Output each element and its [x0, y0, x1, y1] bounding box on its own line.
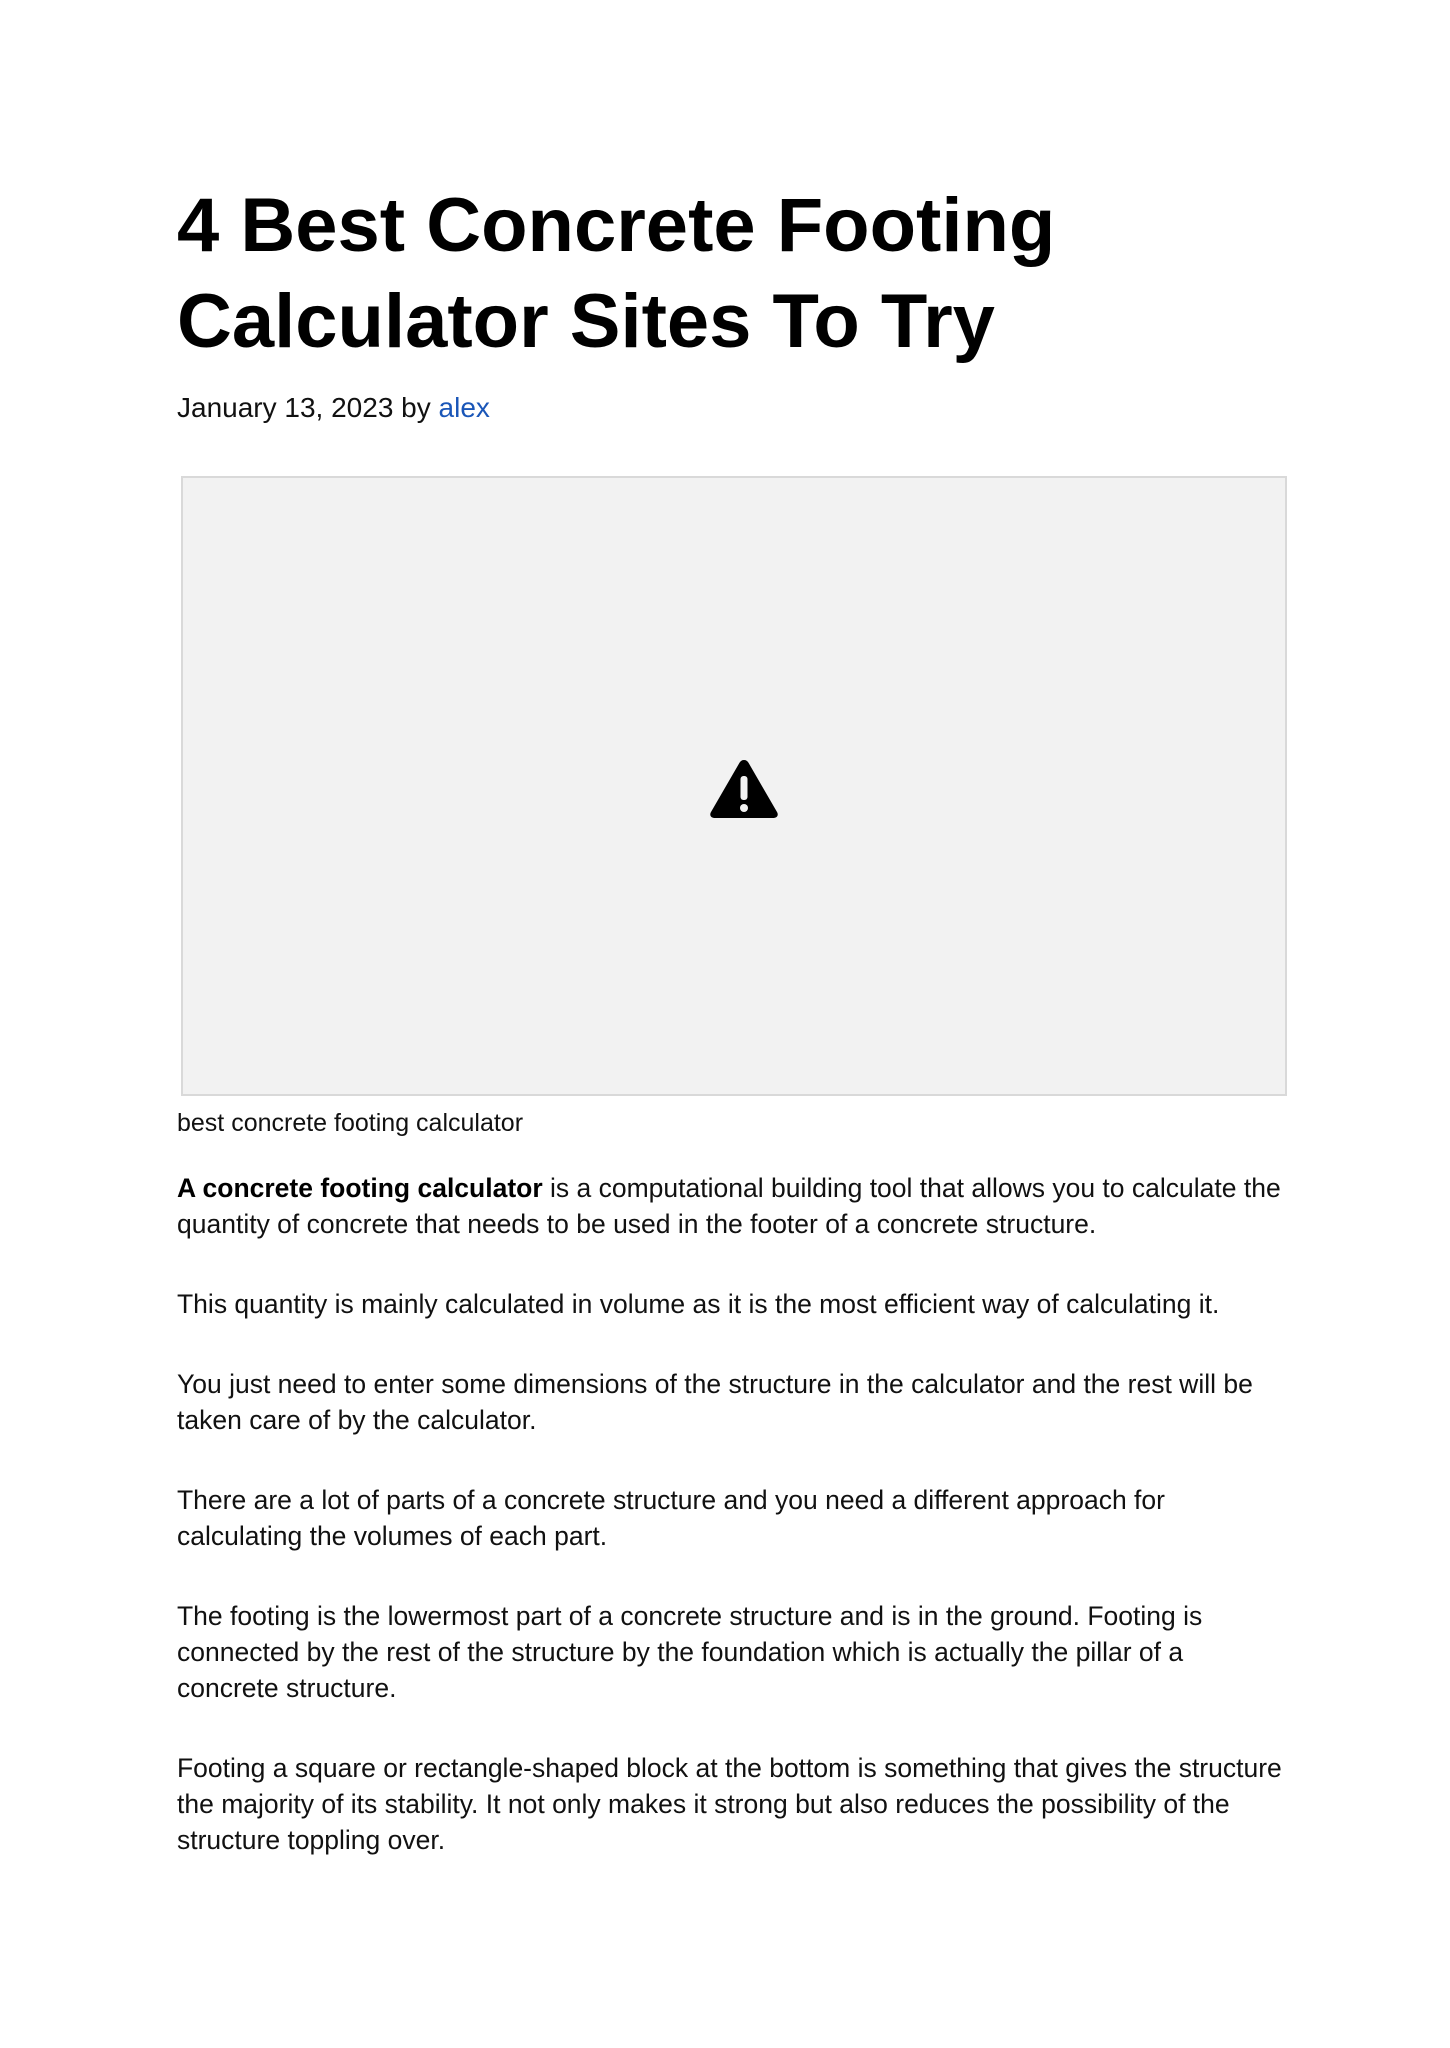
warning-triangle-icon [709, 758, 779, 820]
paragraph-intro-rest: is a computational building tool that allows you to calculate the quantity of concrete that needs to be used in the footer of a concrete structure. [177, 1173, 1281, 1239]
paragraph-parts: There are a lot of parts of a concrete structure and you need a different approach for calculating the volumes of each part. [177, 1485, 1165, 1551]
author-link[interactable]: alex [438, 392, 490, 423]
paragraph-stability: Footing a square or rectangle-shaped block at the bottom is something that gives the structure the majority of its stability. It not only makes it strong but also reduces the possibility of the structure toppling over. [177, 1753, 1282, 1855]
paragraph-dimensions: You just need to enter some dimensions of the structure in the calculator and the rest will be taken care of by the calculator. [177, 1369, 1253, 1435]
paragraph-footing: The footing is the lowermost part of a concrete structure and is in the ground. Footing is connected by the rest of the structure by the foundation which is actually the pillar of a concrete structure. [177, 1601, 1203, 1703]
paragraph-volume: This quantity is mainly calculated in volume as it is the most efficient way of calculating it. [177, 1289, 1220, 1319]
featured-image-placeholder [181, 476, 1287, 1096]
article-title: 4 Best Concrete Footing Calculator Sites To Try [177, 183, 1056, 364]
byline-by: by [401, 392, 431, 423]
article [177, 178, 1289, 1858]
paragraph-intro-bold: A concrete footing calculator [177, 1173, 543, 1203]
article-byline [177, 390, 1289, 426]
image-caption: best concrete footing calculator [177, 1109, 524, 1137]
paragraph-intro [177, 1170, 1289, 1242]
publish-date: January 13, 2023 [177, 392, 394, 423]
